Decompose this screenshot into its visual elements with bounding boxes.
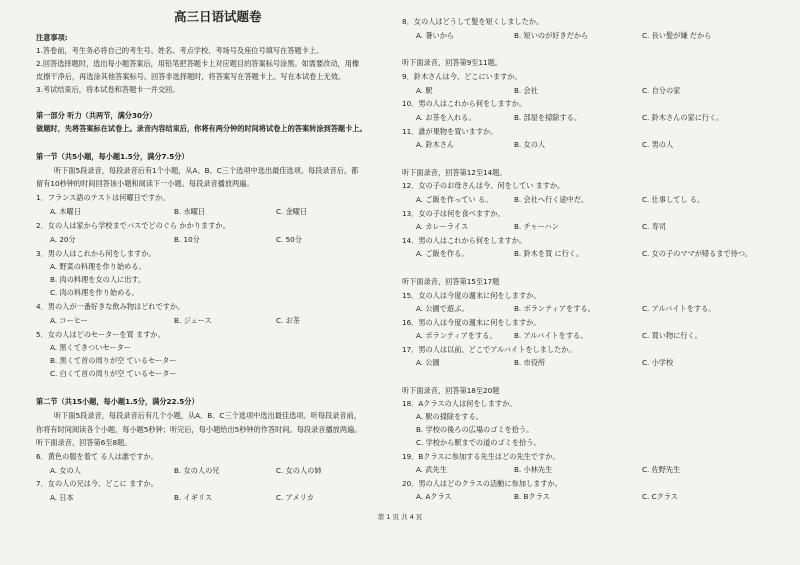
page-footer: 第 1 页 共 4 页 [377, 513, 423, 521]
question-12: 12．女の子のお母さんは今、何をしてい ますか。 [402, 181, 565, 190]
option: B. ジュース [174, 316, 212, 325]
question-6: 6．黄色の服を着て る人は誰ですか。 [36, 452, 158, 461]
option: C. Cクラス [642, 492, 678, 501]
option: A. 鈴木さん [416, 140, 455, 149]
question-17: 17．男の人は以前、どこでアルバイトをしましたか。 [402, 345, 576, 354]
option: B. アルバイトをする。 [514, 331, 588, 340]
option: B. 鈴木を買 に行く。 [514, 249, 584, 258]
option: A. カレーライス [416, 222, 469, 231]
option: C. 買い物に行く。 [642, 331, 702, 340]
option: A. 黒くてきついセーター [50, 343, 131, 352]
notice-heading: 注意事项: [36, 33, 68, 42]
question-13: 13．女の子は何を食べますか。 [402, 209, 505, 218]
group-heading: 听下面录音，回答第18至20题 [402, 386, 500, 395]
question-3: 3．男の人はこれから何をしますか。 [36, 249, 156, 258]
question-16: 16．男の人は今度の週末に何をしますか。 [402, 318, 541, 327]
option: B. イギリス [174, 493, 213, 502]
option: C. 金曜日 [276, 207, 308, 216]
option: B. 会社へ行く途中だ。 [514, 195, 589, 204]
option: A. 女の人 [50, 466, 81, 475]
option: C. 白くて首の周りが空 ているセーター [50, 369, 177, 378]
section-instruction: 听下面录音，回答第6至8题。 [36, 438, 132, 447]
option: B. 女の人の兄 [174, 466, 220, 475]
option: B. 小林先生 [514, 465, 553, 474]
section-heading: 第一节（共5小题，每小题1.5分，满分7.5分） [36, 152, 189, 161]
part-heading: 第一部分 听力（共两节，满分30分） [36, 111, 157, 120]
option: B. 短いのが好きだから [514, 31, 589, 40]
option: C. 男の人 [642, 140, 674, 149]
option: C. 佐野先生 [642, 465, 681, 474]
question-18: 18．Aクラスの人は何をしますか。 [402, 399, 517, 408]
option: C. 学校から駅までの道のゴミを拾う。 [416, 438, 541, 447]
question-11: 11．誰が果物を買いますか。 [402, 127, 498, 136]
part-note: 做题时，先将答案标在试卷上。录音内容结束后，你将有两分钟的时间将试卷上的答案转涂到答题卡上。 [36, 124, 367, 133]
option: B. 会社 [514, 86, 538, 95]
option: A. ご飯を作ってい る。 [416, 195, 493, 204]
section-instruction: 听下面5段录音，每段录音后有几个小题，从A、B、C三个选项中选出最佳选项。听每段录音前， [54, 411, 361, 420]
question-4: 4．男の人が一番好きな飲み物はどれですか。 [36, 302, 185, 311]
option: B. 10分 [174, 235, 200, 244]
option: C. 寿司 [642, 222, 666, 231]
option: C. 肉の料理を作り始める。 [50, 288, 139, 297]
page-title: 高三日语试题卷 [174, 9, 262, 24]
option: A. 20分 [50, 235, 76, 244]
option: A. 武先生 [416, 465, 447, 474]
option: B. 肉の料理を女の人に出す。 [50, 275, 146, 284]
option: C. 長い髪が嫌 だから [642, 31, 712, 40]
section-instruction: 听下面5段录音，每段录音后有1个小题，从A、B、C三个选项中选出最佳选项。每段录音后，都 [54, 166, 359, 175]
question-1: 1．フランス語のテストは何曜日ですか。 [36, 193, 170, 202]
notice-line: 皮擦干净后，再选涂其他答案标号。回答非选择题时，将答案写在答题卡上。写在本试卷上无效。 [36, 72, 346, 81]
section-instruction: 留有10秒钟的时间回答该小题和阅读下一小题。每段录音播放两遍。 [36, 179, 254, 188]
section-instruction: 你将有时间阅读各个小题，每小题5秒钟；听完后，每小题给出5秒钟的作答时间。每段录音播放两遍。 [36, 425, 362, 434]
question-10: 10．男の人はこれから何をしますか。 [402, 99, 527, 108]
section-heading: 第二节（共15小题，每小题1.5分，满分22.5分） [36, 397, 199, 406]
question-7: 7．女の人の兄は今、どこに ますか。 [36, 479, 158, 488]
notice-line: 2.回答选择题时，选出每小题答案后，用铅笔把答题卡上对应题目的答案标号涂黑。如需要改动，用橡 [36, 59, 360, 68]
option: C. アルバイトをする。 [642, 304, 716, 313]
group-heading: 听下面录音，回答第12至14题。 [402, 168, 507, 177]
option: B. Bクラス [514, 492, 550, 501]
option: A. 公園で遊ぶ。 [416, 304, 469, 313]
option: B. 学校の後ろの広場のゴミを拾う。 [416, 425, 534, 434]
question-15: 15．女の人は今度の週末に何をしますか。 [402, 291, 541, 300]
option: A. 暑いから [416, 31, 455, 40]
option: A. お茶を入れる。 [416, 113, 476, 122]
option: C. 小学校 [642, 358, 674, 367]
option: C. アメリカ [276, 493, 314, 502]
question-2: 2．女の人は家から学校までバスでどのぐら かかりますか。 [36, 221, 230, 230]
question-5: 5．女の人はどのセーターを買 ますか。 [36, 330, 165, 339]
option: B. 黒くて首の周りが空 ているセーター [50, 356, 177, 365]
option: A. Aクラス [416, 492, 452, 501]
option: B. ボランティアをする。 [514, 304, 595, 313]
option: C. 女の子のママが帰るまで待つ。 [642, 249, 752, 258]
group-heading: 听下面录音，回答第15至17题 [402, 277, 500, 286]
option: B. 女の人 [514, 140, 546, 149]
option: B. 部屋を掃除する。 [514, 113, 582, 122]
option: A. コーヒー [50, 316, 88, 325]
question-20: 20．男の人はどのクラスの活動に参加しますか。 [402, 479, 562, 488]
notice-line: 1.答卷前，考生务必将自己的考生号、姓名、考点学校、考场号及座位号填写在答题卡上。 [36, 46, 324, 55]
option: C. お茶 [276, 316, 300, 325]
option: A. 公園 [416, 358, 440, 367]
option: A. 野菜の料理を作り始める。 [50, 262, 146, 271]
option: C. 仕事してし る。 [642, 195, 705, 204]
option: C. 自分の家 [642, 86, 681, 95]
option: A. 駅 [416, 86, 433, 95]
option: A. 駅の掃除をする。 [416, 412, 483, 421]
question-9: 9．鈴木さんは今、どこにいますか。 [402, 72, 522, 81]
option: B. 市役所 [514, 358, 546, 367]
notice-line: 3.考试结束后，将本试卷和答题卡一并交回。 [36, 85, 180, 94]
option: C. 女の人の姉 [276, 466, 322, 475]
option: A. 木曜日 [50, 207, 81, 216]
option: A. 日本 [50, 493, 74, 502]
option: C. 50分 [276, 235, 302, 244]
option: B. チャーハン [514, 222, 559, 231]
question-8: 8．女の人はどうして髪を短くしましたか。 [402, 17, 544, 26]
question-14: 14．男の人はこれから何をしますか。 [402, 236, 527, 245]
option: C. 鈴木さんの家に行く。 [642, 113, 724, 122]
option: B. 水曜日 [174, 207, 206, 216]
option: A. ボランティアをする。 [416, 331, 497, 340]
group-heading: 听下面录音，回答第9至11题。 [402, 58, 502, 67]
option: A. ご飯を作る。 [416, 249, 469, 258]
question-19: 19．Bクラスに参加する先生はどの先生ですか。 [402, 452, 560, 461]
